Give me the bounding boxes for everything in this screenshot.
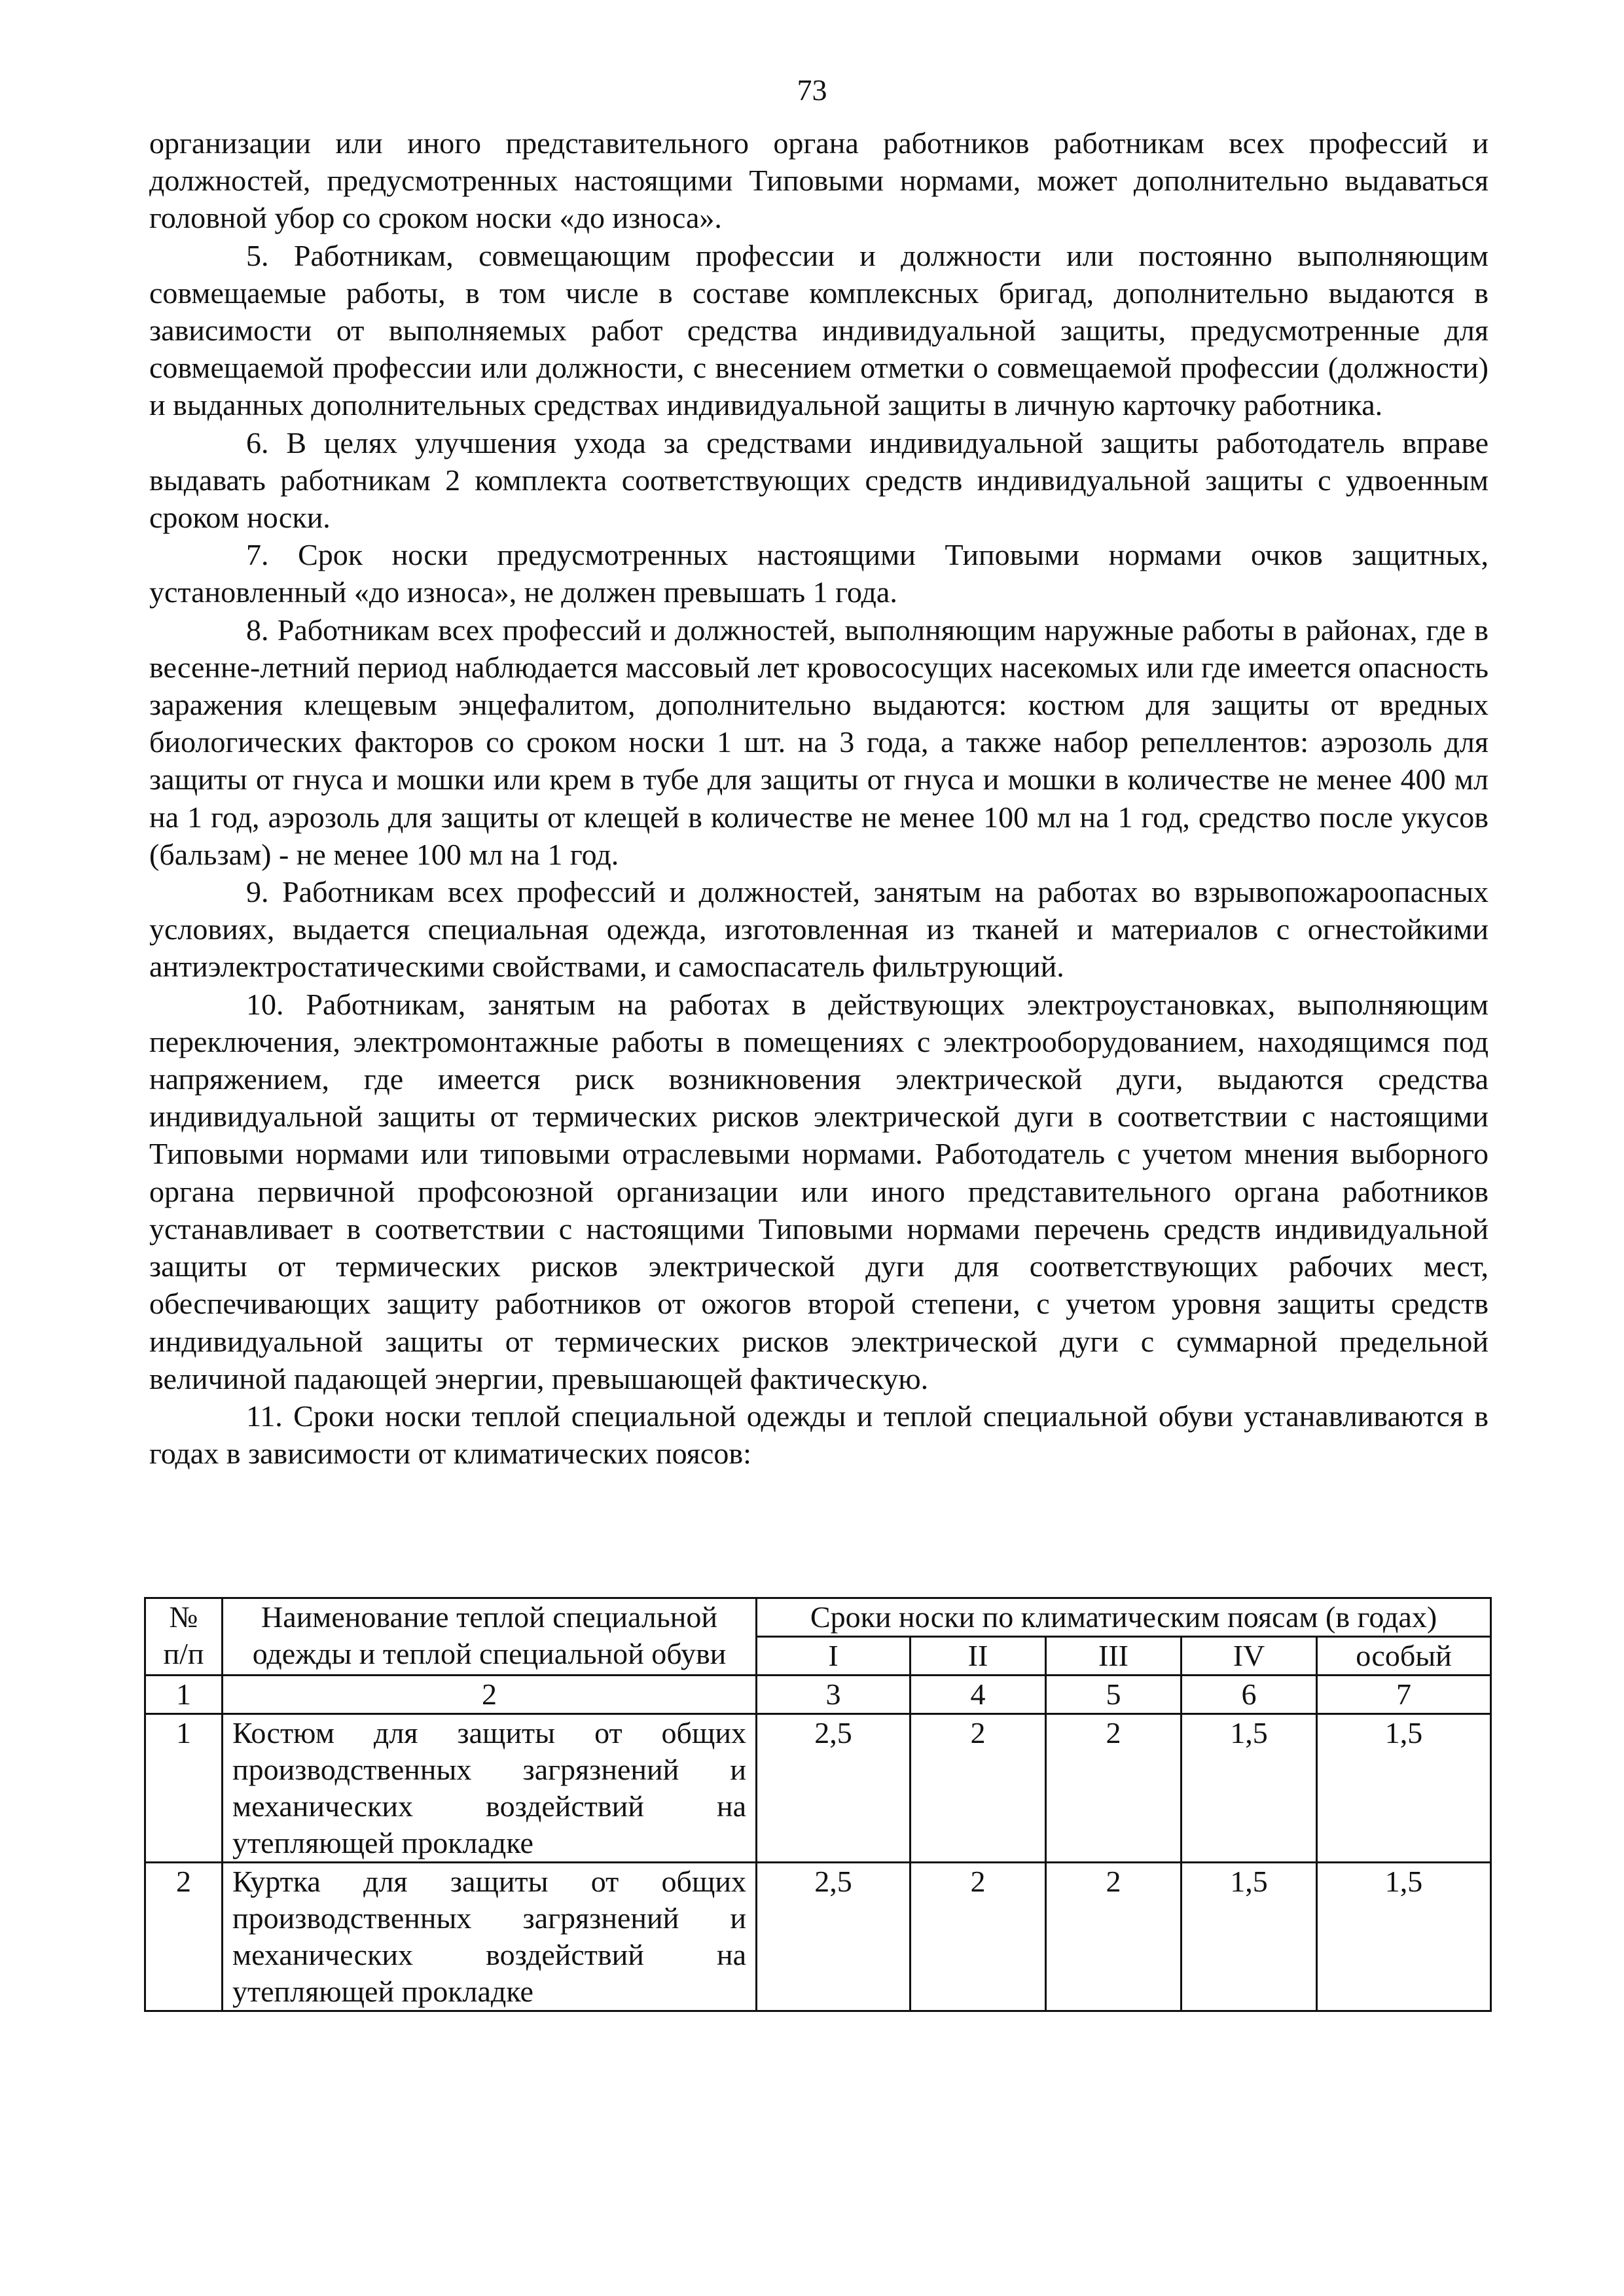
paragraph-9: 9. Работникам всех профессий и должностей, занятым на работах во взрывопожароопасных условиях, выдается специальная одежда, изготовленная из тканей и материалов с огнестойкими антиэлектростатическими свойствами, и самоспасатель фильтрующий. bbox=[149, 875, 1489, 984]
row-value: 1,5 bbox=[1182, 1863, 1317, 2011]
body-text bbox=[149, 124, 1489, 1472]
index-cell: 4 bbox=[911, 1676, 1046, 1714]
index-cell: 3 bbox=[757, 1676, 911, 1714]
paragraph-11: 11. Сроки носки теплой специальной одежды и теплой специальной обуви устанавливаются в годах в зависимости от климатических поясов: bbox=[149, 1399, 1489, 1471]
index-cell: 7 bbox=[1317, 1676, 1491, 1714]
row-name: Костюм для защиты от общих производственных загрязнений и механических воздействий на утепляющей прокладке bbox=[223, 1714, 757, 1863]
row-value: 1,5 bbox=[1182, 1714, 1317, 1863]
row-num: 2 bbox=[145, 1863, 223, 2011]
header-group: Сроки носки по климатическим поясам (в годах) bbox=[757, 1598, 1491, 1637]
table-row bbox=[145, 1714, 1491, 1863]
table-header-row bbox=[145, 1598, 1491, 1637]
row-value: 1,5 bbox=[1317, 1714, 1491, 1863]
header-num-line1: № bbox=[169, 1600, 198, 1634]
row-value: 2 bbox=[1046, 1863, 1182, 2011]
row-value: 2,5 bbox=[757, 1714, 911, 1863]
row-value: 2 bbox=[911, 1714, 1046, 1863]
row-value: 1,5 bbox=[1317, 1863, 1491, 2011]
paragraph-6: 6. В целях улучшения ухода за средствами индивидуальной защиты работодатель вправе выдавать работникам 2 комплекта соответствующих средств индивидуальной защиты с удвоенным сроком носки. bbox=[149, 425, 1489, 535]
zone-header: IV bbox=[1182, 1637, 1317, 1676]
table-row bbox=[145, 1863, 1491, 2011]
paragraph-continuation: организации или иного представительного органа работников работникам всех профессий и должностей, предусмотренных настоящими Типовыми нормами, может дополнительно выдаваться головной убор со сроком носки «до износа». bbox=[149, 126, 1489, 235]
table-index-row bbox=[145, 1676, 1491, 1714]
index-cell: 2 bbox=[223, 1676, 757, 1714]
clothing-terms-table bbox=[144, 1597, 1492, 2012]
index-cell: 1 bbox=[145, 1676, 223, 1714]
paragraph-8: 8. Работникам всех профессий и должностей, выполняющим наружные работы в районах, где в весенне-летний период наблюдается массовый лет кровососущих насекомых или где имеется опасность заражения клещевым энцефалитом, дополнительно выдаются: костюм для защиты от вредных биологических факторов со сроком носки 1 шт. на 3 года, а также набор репеллентов: аэрозоль для защиты от гнуса и мошки или крем в тубе для защиты от гнуса и мошки в количестве не менее 400 мл на 1 год, аэрозоль для защиты от клещей в количестве не менее 100 мл на 1 год, средство после укусов (бальзам) - не менее 100 мл на 1 год. bbox=[149, 613, 1489, 871]
row-value: 2,5 bbox=[757, 1863, 911, 2011]
page-number: 73 bbox=[797, 73, 827, 107]
zone-header: особый bbox=[1317, 1637, 1491, 1676]
header-num bbox=[145, 1598, 223, 1676]
paragraph-10: 10. Работникам, занятым на работах в действующих электроустановках, выполняющим переключения, электромонтажные работы в помещениях с электрооборудованием, находящимся под напряжением, где имеется риск возникновения электрической дуги, выдаются средства индивидуальной защиты от термических рисков электрической дуги в соответствии с настоящими Типовыми нормами или типовыми отраслевыми нормами. Работодатель с учетом мнения выборного органа первичной профсоюзной организации или иного представительного органа работников устанавливает в соответствии с настоящими Типовыми нормами перечень средств индивидуальной защиты от термических рисков электрической дуги для соответствующих рабочих мест, обеспечивающих защиту работников от ожогов второй степени, с учетом уровня защиты средств индивидуальной защиты от термических рисков электрической дуги с суммарной предельной величиной падающей энергии, превышающей фактическую. bbox=[149, 987, 1489, 1395]
row-value: 2 bbox=[911, 1863, 1046, 2011]
zone-header: II bbox=[911, 1637, 1046, 1676]
zone-header: III bbox=[1046, 1637, 1182, 1676]
paragraph-7: 7. Срок носки предусмотренных настоящими Типовыми нормами очков защитных, установленный «до износа», не должен превышать 1 года. bbox=[149, 538, 1489, 609]
row-value: 2 bbox=[1046, 1714, 1182, 1863]
index-cell: 5 bbox=[1046, 1676, 1182, 1714]
row-name: Куртка для защиты от общих производственных загрязнений и механических воздействий на утепляющей прокладке bbox=[223, 1863, 757, 2011]
index-cell: 6 bbox=[1182, 1676, 1317, 1714]
zone-header: I bbox=[757, 1637, 911, 1676]
paragraph-5: 5. Работникам, совмещающим профессии и должности или постоянно выполняющим совмещаемые работы, в том числе в составе комплексных бригад, дополнительно выдаются в зависимости от выполняемых работ средства индивидуальной защиты, предусмотренные для совмещаемой профессии или должности, с внесением отметки о совмещаемой профессии (должности) и выданных дополнительных средствах индивидуальной защиты в личную карточку работника. bbox=[149, 238, 1489, 422]
header-name: Наименование теплой специальной одежды и теплой специальной обуви bbox=[223, 1598, 757, 1676]
row-num: 1 bbox=[145, 1714, 223, 1863]
header-num-line2: п/п bbox=[163, 1637, 204, 1670]
